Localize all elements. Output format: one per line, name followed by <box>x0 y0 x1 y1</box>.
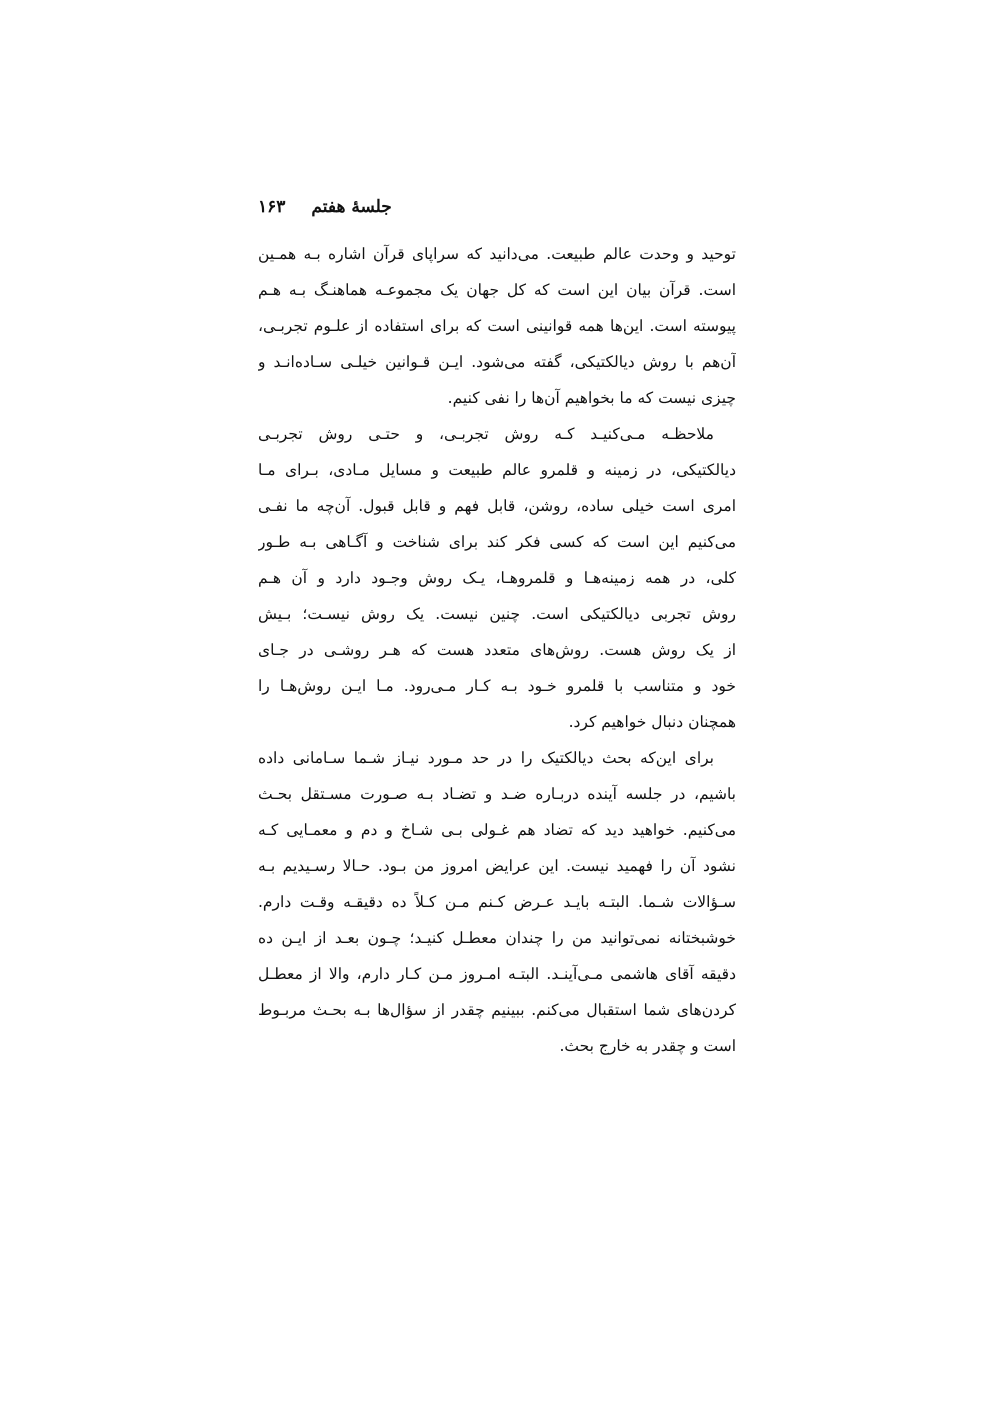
page-number: ۱۶۳ <box>258 197 286 217</box>
text-line: امری است خیلی ساده، روشن، قابل فهم و قابل قبول. آن‌چه ما نفـی <box>258 497 736 515</box>
text-line: از یک روش هست. روش‌های متعدد هست که هـر روشـی در جـای <box>258 641 736 659</box>
text-line: نشود آن را فهمید نیست. این عرایض امروز من بـود. حـالا رسـیدیم بـه <box>258 857 736 875</box>
text-line: آن‌هم با روش دیالکتیکی، گفته می‌شود. ایـن قـوانین خیلـی سـاده‌انـد و <box>258 353 736 371</box>
running-head <box>258 190 736 224</box>
text-line: دیالکتیکی، در زمینه و قلمرو عالم طبیعت و مسایل مـادی، بـرای مـا <box>258 461 736 479</box>
text-line: خوشبختانه نمی‌توانید من را چندان معطـل کنیـد؛ چـون بعـد از ایـن ده <box>258 929 736 947</box>
text-line: است. قرآن بیان این است که کل جهان یک مجموعـه هماهنـگ بـه هـم <box>258 281 736 299</box>
text-line: چیزی نیست که ما بخواهیم آن‌ها را نفی کنیم. <box>447 389 736 407</box>
body-text <box>258 236 736 1064</box>
paragraph-2 <box>258 416 736 740</box>
text-line: است و چقدر به خارج بحث. <box>559 1037 736 1055</box>
text-line: ملاحظـه مـی‌کنیـد کـه روش تجربـی، و حتـی روش تجربـی <box>258 425 714 443</box>
text-line: کلی، در همه زمینه‌هـا و قلمروهـا، یـک روش وجـود دارد و آن هـم <box>258 569 736 587</box>
paragraph-3 <box>258 740 736 1064</box>
text-line: سـؤالات شـما. البتـه بایـد عـرض کـنم مـن کـلاً ده دقیقـه وقـت دارم. <box>258 893 736 911</box>
text-line: باشیم، در جلسه آینده دربـاره ضـد و تضـاد بـه صـورت مسـتقل بحـث <box>258 785 736 803</box>
text-line: خود و متناسب با قلمرو خـود بـه کـار مـی‌رود. مـا ایـن روش‌هـا را <box>258 677 736 695</box>
paragraph-1 <box>258 236 736 416</box>
text-line: برای این‌که بحث دیالکتیک را در حد مـورد نیـاز شـما سـامانی داده <box>258 749 714 767</box>
text-line: پیوسته است. این‌ها همه قوانینی است که برای استفاده از علـوم تجربـی، <box>258 317 736 335</box>
text-line: دقیقه آقای هاشمی مـی‌آینـد. البتـه امـروز مـن کـار دارم، والا از معطـل <box>258 965 736 983</box>
text-line: روش تجربی دیالکتیکی است. چنین نیست. یک روش نیسـت؛ بـیش <box>258 605 736 623</box>
text-line: کردن‌های شما استقبال می‌کنم. ببینیم چقدر از سؤال‌ها بـه بحـث مربـوط <box>258 1001 736 1019</box>
chapter-title: جلسهٔ هفتم <box>311 197 392 217</box>
text-line: می‌کنیم. خواهید دید که تضاد هم غـولی بـی شـاخ و دم و معمـایی کـه <box>258 821 736 839</box>
text-line: می‌کنیم این است که کسی فکر کند برای شناخت و آگـاهی بـه طـور <box>258 533 736 551</box>
text-line: توحید و وحدت عالم طبیعت. می‌دانید که سراپای قرآن اشاره بـه همـین <box>258 245 736 263</box>
text-line: همچنان دنبال خواهیم کرد. <box>568 713 736 731</box>
